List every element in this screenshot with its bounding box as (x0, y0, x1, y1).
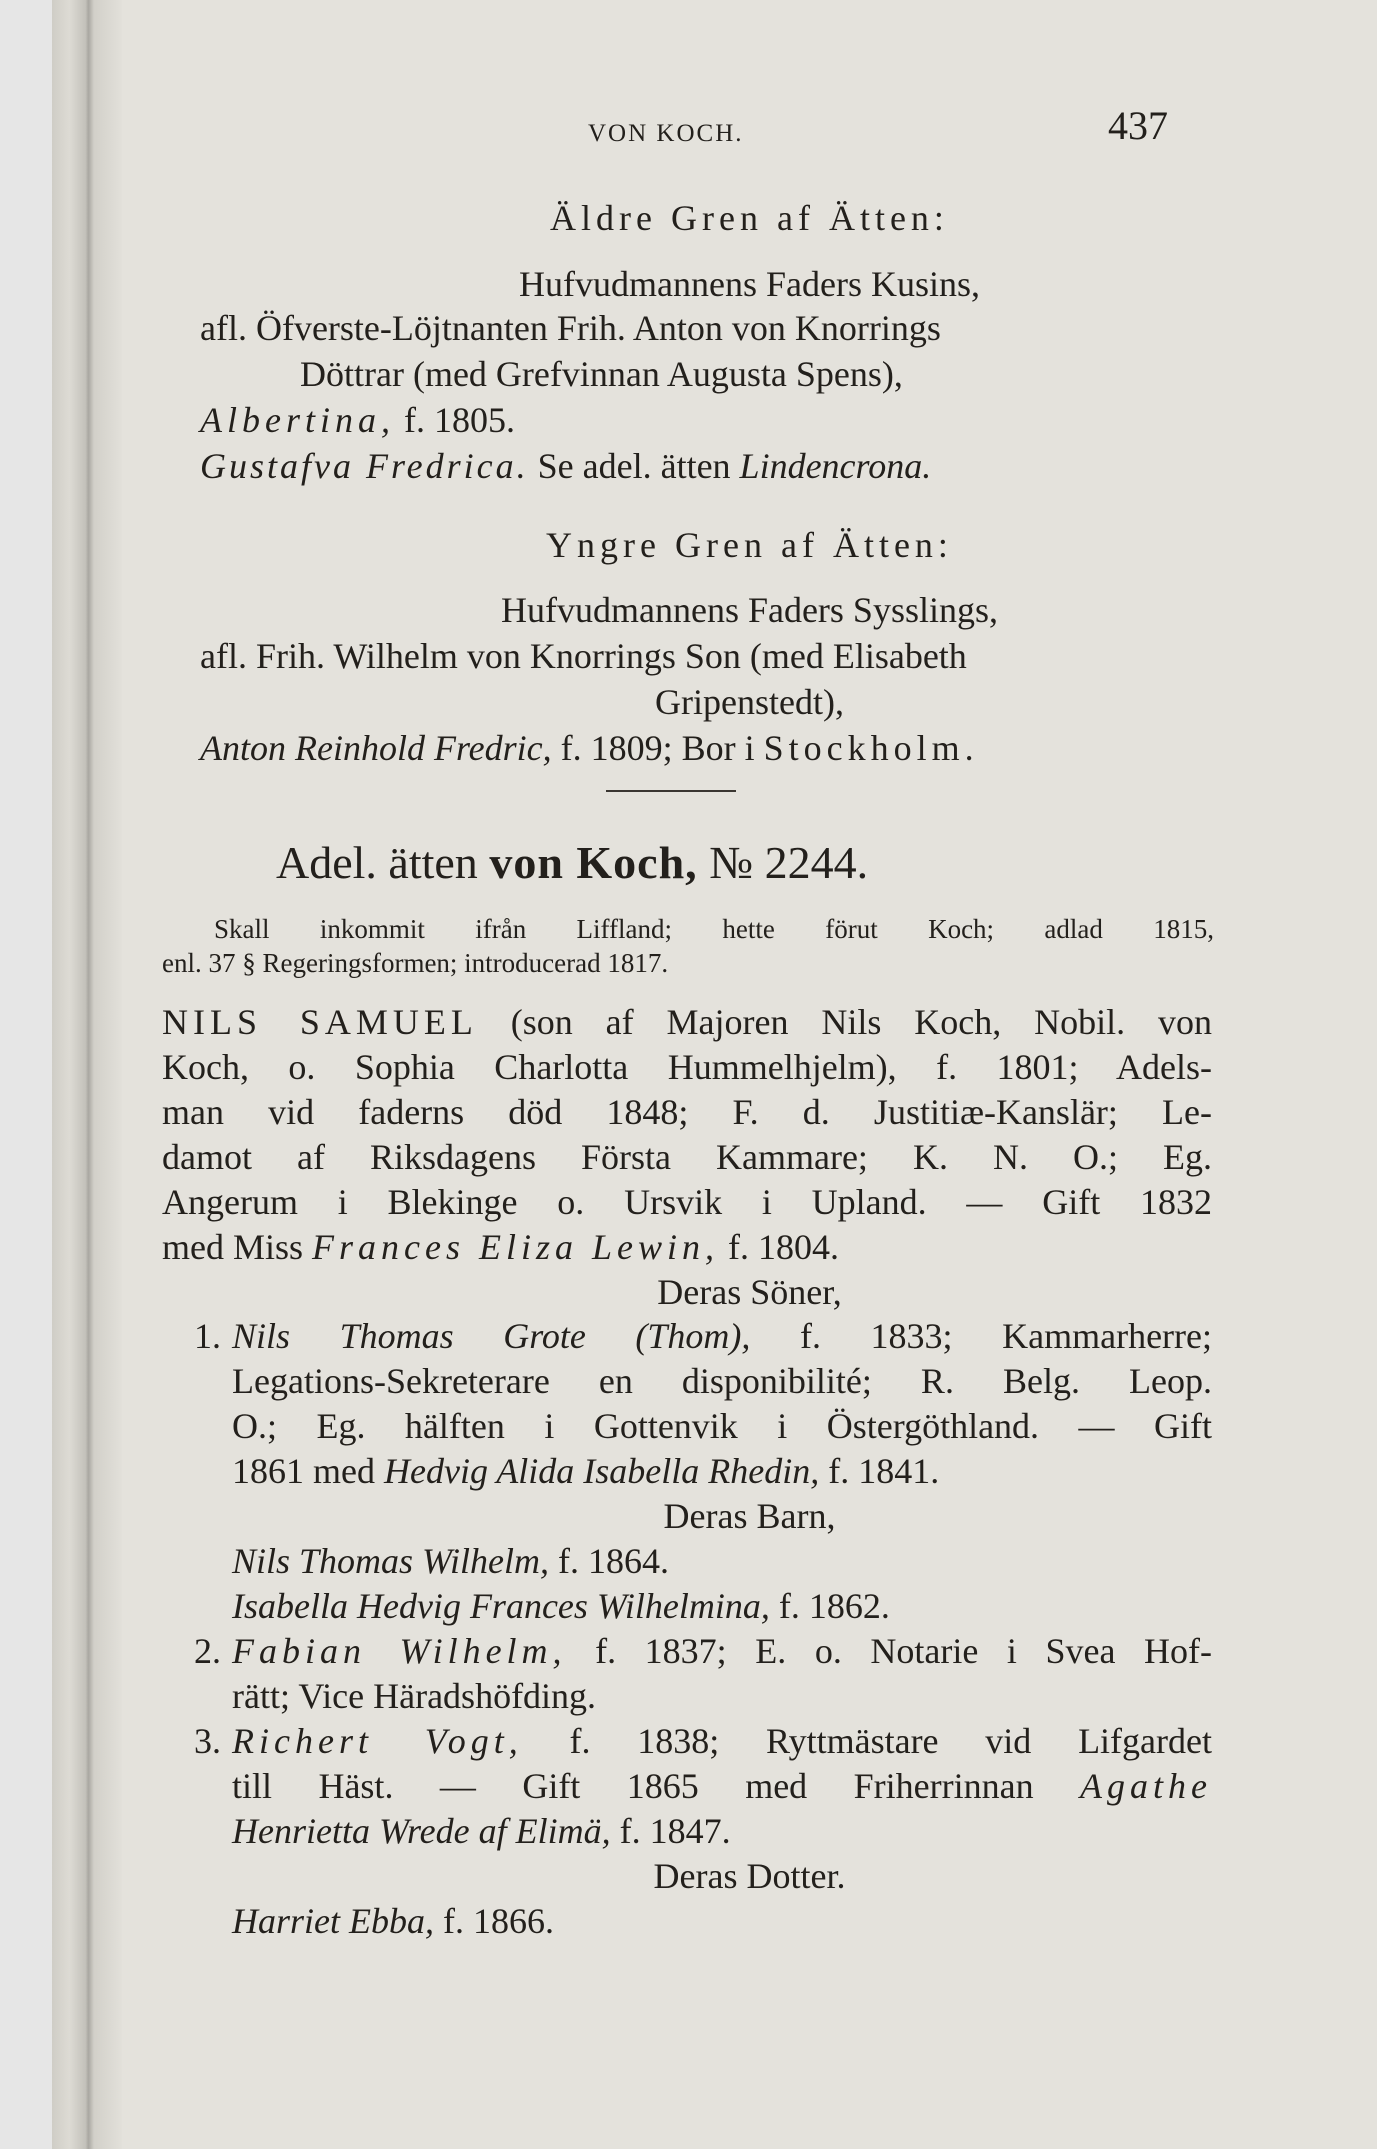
section-divider (606, 790, 736, 792)
son-1-child-2 (232, 1584, 890, 1628)
family-title-name: von Koch, (489, 837, 698, 888)
son-3-child-1-birth: f. 1866. (443, 1901, 554, 1941)
son-2-number: 2. (194, 1631, 221, 1671)
son-2-name: Fabian Wilhelm, (232, 1631, 567, 1671)
head-line-3: man vid faderns död 1848; F. d. Justitiæ-Kanslär; Le- (162, 1092, 1212, 1132)
younger-son-text: f. 1809; Bor i (560, 728, 755, 768)
son-1-child-2-name: Isabella Hedvig Frances Wilhelmina, (232, 1586, 770, 1626)
son-1-child-1 (232, 1539, 669, 1583)
son-1-marriage: 1861 med (232, 1451, 375, 1491)
older-daughter-2-name: Gustafva Fredrica. (200, 446, 529, 486)
book-gutter (52, 0, 122, 2149)
head-line-2: Koch, o. Sophia Charlotta Hummelhjelm), f. 1801; Adels- (162, 1047, 1212, 1087)
son-1-spouse-birth: f. 1841. (828, 1451, 940, 1491)
younger-branch-relation: Hufvudmannens Faders Sysslings, (501, 590, 998, 630)
son-3-spouse-birth: f. 1847. (619, 1811, 731, 1851)
son-1-child-1-birth: f. 1864. (558, 1541, 670, 1581)
head-parents: (son af Majoren Nils Koch, Nobil. von (510, 1002, 1212, 1042)
son-3-child-1 (232, 1899, 554, 1943)
younger-son (200, 726, 979, 770)
younger-branch-heading: Yngre Gren af Ätten: (546, 525, 953, 565)
son-3-number: 3. (194, 1721, 221, 1761)
son-3-text: f. 1838; Ryttmästare vid Lifgardet (569, 1721, 1212, 1761)
older-daughter-2-text: Se adel. ätten (537, 446, 731, 486)
older-branch-line2: Döttrar (med Grefvinnan Augusta Spens), (300, 354, 903, 394)
son-1-name: Nils Thomas Grote (Thom), (232, 1316, 751, 1356)
older-branch-heading: Äldre Gren af Ätten: (550, 198, 949, 238)
older-daughter-2-family: Lindencrona. (739, 446, 932, 486)
older-daughter-2 (200, 444, 931, 488)
son-2-line-2: rätt; Vice Häradshöfding. (232, 1676, 597, 1716)
family-title-prefix: Adel. ätten (276, 837, 478, 888)
son-1-number: 1. (194, 1316, 221, 1356)
head-spouse-prefix: med Miss (162, 1227, 304, 1267)
son-1-line-2: Legations-Sekreterare en disponibilité; R. Belg. Leop. (232, 1361, 1212, 1401)
family-number: № 2244. (709, 837, 869, 888)
son-1-line-1 (232, 1314, 1212, 1358)
older-daughter-1 (200, 398, 515, 442)
son-3-children-heading: Deras Dotter. (653, 1856, 846, 1896)
running-title: VON KOCH. (588, 120, 744, 147)
younger-son-place: Stockholm. (763, 728, 979, 768)
head-spouse-name: Frances Eliza Lewin, (312, 1227, 719, 1267)
head-line-1 (162, 1000, 1212, 1044)
head-line-4: damot af Riksdagens Första Kammare; K. N. O.; Eg. (162, 1137, 1212, 1177)
page-number: 437 (1108, 103, 1168, 148)
son-3-line-1 (232, 1719, 1212, 1763)
son-2-text: f. 1837; E. o. Notarie i Svea Hof- (595, 1631, 1212, 1671)
head-name: NILS SAMUEL (162, 1002, 478, 1042)
son-3-line-3 (232, 1809, 731, 1853)
son-1-line-4 (232, 1449, 939, 1493)
son-3-spouse-rest: Henrietta Wrede af Elimä, (232, 1811, 611, 1851)
son-3-marriage: till Häst. — Gift 1865 med Friherrinnan (232, 1766, 1034, 1806)
son-1-line-3: O.; Eg. hälften i Gottenvik i Östergöthland. — Gift (232, 1406, 1212, 1446)
son-1-spouse: Hedvig Alida Isabella Rhedin, (383, 1451, 820, 1491)
son-1-children-heading: Deras Barn, (663, 1496, 836, 1536)
head-line-5: Angerum i Blekinge o. Ursvik i Upland. — Gift 1832 (162, 1182, 1212, 1222)
family-note-2: enl. 37 § Regeringsformen; introducerad 1817. (162, 948, 669, 978)
son-2-line-1 (232, 1629, 1212, 1673)
son-3-name: Richert Vogt, (232, 1721, 523, 1761)
younger-son-name: Anton Reinhold Fredric, (200, 728, 552, 768)
son-3-spouse-first: Agathe (1080, 1766, 1213, 1806)
older-daughter-1-name: Albertina, (200, 400, 395, 440)
son-1-text: f. 1833; Kammarherre; (800, 1316, 1213, 1356)
head-line-6 (162, 1225, 839, 1269)
family-note-1: Skall inkommit ifrån Liffland; hette förut Koch; adlad 1815, (214, 914, 1214, 944)
younger-branch-line1: afl. Frih. Wilhelm von Knorrings Son (med Elisabeth (200, 636, 967, 676)
older-branch-line1: afl. Öfverste-Löjtnanten Frih. Anton von Knorrings (200, 308, 941, 348)
son-1-child-2-birth: f. 1862. (778, 1586, 890, 1626)
family-title (276, 836, 868, 890)
son-1-child-1-name: Nils Thomas Wilhelm, (232, 1541, 550, 1581)
son-3-child-1-name: Harriet Ebba, (232, 1901, 434, 1941)
older-branch-relation: Hufvudmannens Faders Kusins, (519, 264, 980, 304)
younger-branch-line2: Gripenstedt), (655, 682, 844, 722)
sons-heading: Deras Söner, (657, 1272, 842, 1312)
head-spouse-birth: f. 1804. (728, 1227, 839, 1267)
son-3-line-2 (232, 1764, 1212, 1808)
scan-margin (0, 0, 52, 2149)
older-daughter-1-birth: f. 1805. (403, 400, 515, 440)
